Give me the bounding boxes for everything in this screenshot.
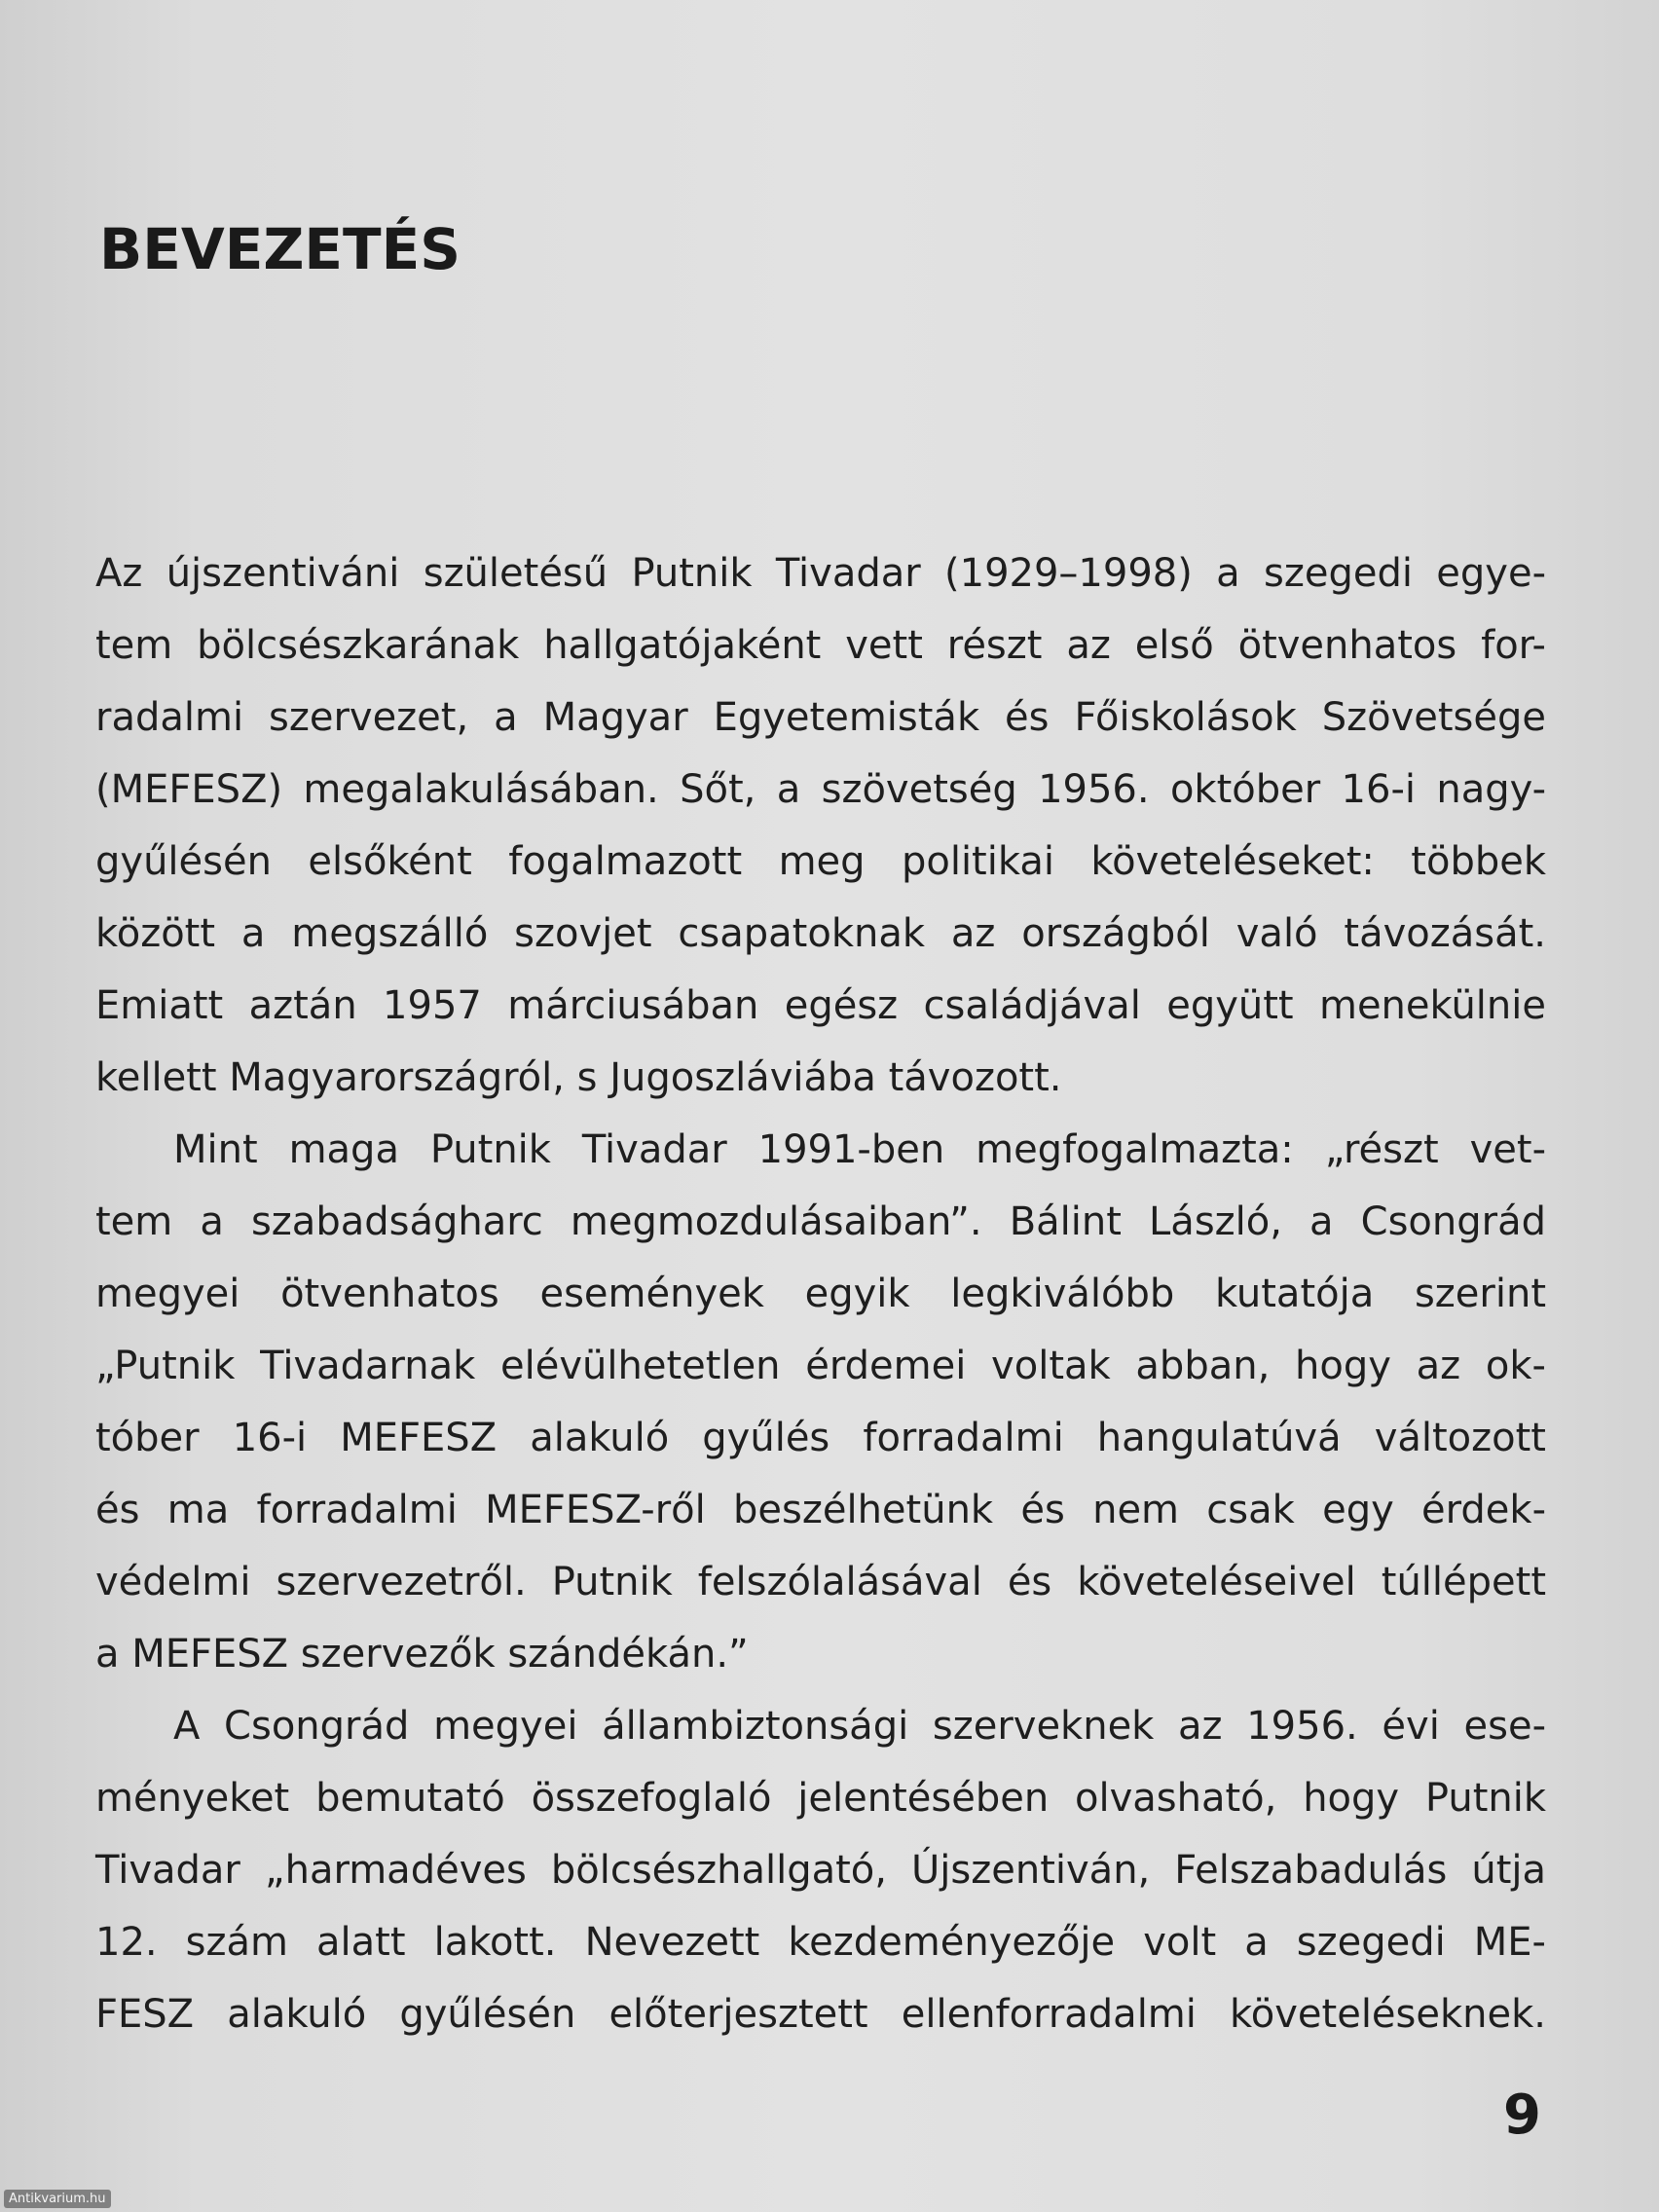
- text-line: védelmi szervezetről. Putnik felszólalásával és követeléseivel túllépett: [95, 1560, 1546, 1604]
- text-line: tóber 16-i MEFESZ alakuló gyűlés forradalmi hangulatúvá változott: [95, 1416, 1546, 1460]
- text-line: gyűlésén elsőként fogalmazott meg politikai követeléseket: többek: [95, 839, 1546, 884]
- paragraph-2: [95, 1114, 1546, 1690]
- text-line: Tivadar „harmadéves bölcsészhallgató, Újszentiván, Felszabadulás útja: [95, 1848, 1546, 1893]
- text-line: FESZ alakuló gyűlésén előterjesztett ellenforradalmi követeléseknek.: [95, 1992, 1546, 2037]
- page-number: 9: [1503, 2083, 1541, 2147]
- text-line: megyei ötvenhatos események egyik legkiválóbb kutatója szerint: [95, 1272, 1546, 1316]
- text-line: kellett Magyarországról, s Jugoszláviába távozott.: [95, 1055, 1062, 1100]
- paragraph-3: [95, 1690, 1546, 2050]
- text-line: között a megszálló szovjet csapatoknak az országból való távozását.: [95, 911, 1546, 956]
- paragraph-1: [95, 537, 1546, 1114]
- text-line: A Csongrád megyei állambiztonsági szerveknek az 1956. évi ese-: [173, 1704, 1546, 1749]
- text-line: és ma forradalmi MEFESZ-ről beszélhetünk és nem csak egy érdek-: [95, 1488, 1546, 1532]
- text-line: radalmi szervezet, a Magyar Egyetemisták és Főiskolások Szövetsége: [95, 695, 1546, 740]
- text-line: ményeket bemutató összefoglaló jelentésében olvasható, hogy Putnik: [95, 1776, 1546, 1821]
- text-line: Az újszentiváni születésű Putnik Tivadar (1929–1998) a szegedi egye-: [95, 551, 1546, 596]
- text-line: a MEFESZ szervezők szándékán.”: [95, 1632, 749, 1677]
- text-line: Emiatt aztán 1957 márciusában egész családjával együtt menekülnie: [95, 983, 1546, 1028]
- text-line: (MEFESZ) megalakulásában. Sőt, a szövetség 1956. október 16-i nagy-: [95, 767, 1546, 812]
- text-line: „Putnik Tivadarnak elévülhetetlen érdemei voltak abban, hogy az ok-: [95, 1344, 1546, 1388]
- chapter-title: BEVEZETÉS: [99, 216, 461, 282]
- text-line: tem bölcsészkarának hallgatójaként vett részt az első ötvenhatos for-: [95, 623, 1546, 668]
- body-text: [95, 537, 1546, 2050]
- text-line: 12. szám alatt lakott. Nevezett kezdeményezője volt a szegedi ME-: [95, 1920, 1546, 1965]
- text-line: Mint maga Putnik Tivadar 1991-ben megfogalmazta: „részt vet-: [173, 1127, 1546, 1172]
- source-watermark: Antikvarium.hu: [4, 2190, 111, 2208]
- text-line: tem a szabadságharc megmozdulásaiban”. Bálint László, a Csongrád: [95, 1199, 1546, 1244]
